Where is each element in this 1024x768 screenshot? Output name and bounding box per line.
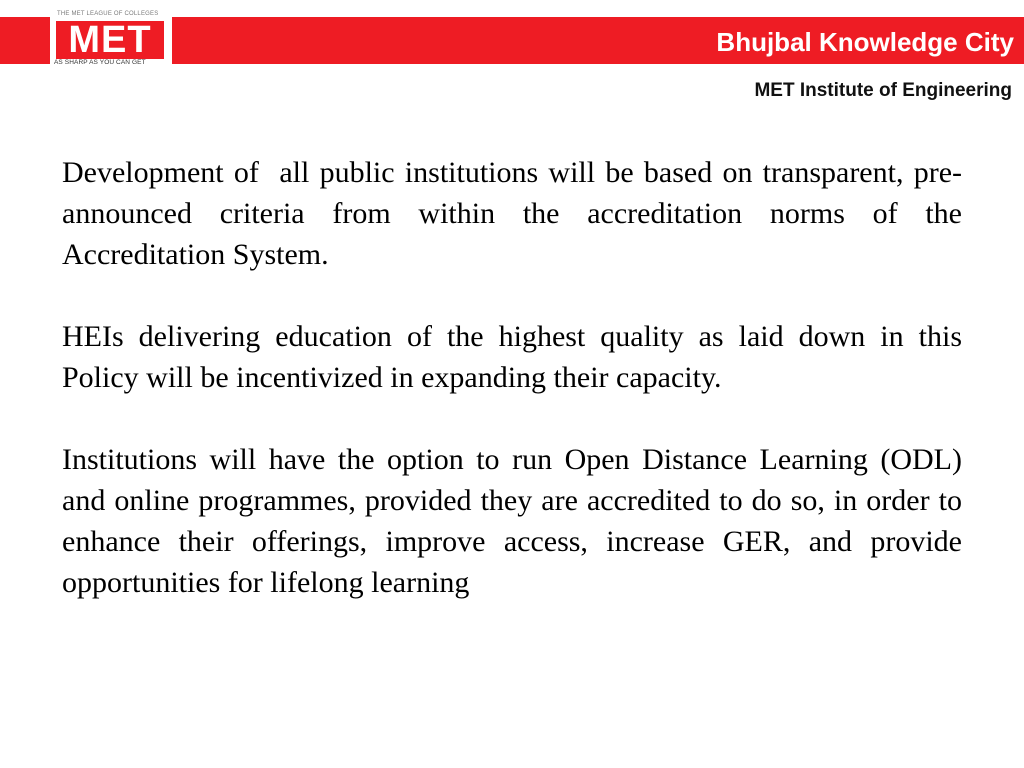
slide-content	[62, 152, 968, 644]
header-title: Bhujbal Knowledge City	[716, 27, 1014, 57]
paragraph-heis: HEIs delivering education of the highest quality as laid down in this Policy will be incentivized in expanding their capacity.	[62, 320, 962, 394]
logo-mark: MET	[56, 21, 164, 59]
header-subtitle: MET Institute of Engineering	[754, 80, 1012, 101]
paragraph-institutions: Institutions will have the option to run Open Distance Learning (ODL) and online programmes, provided they are accredited to do so, in order to enhance their offerings, improve access, increase GER, and provide opportunities for lifelong learning	[62, 443, 962, 599]
logo-tagline: AS SHARP AS YOU CAN GET	[54, 59, 146, 66]
met-logo	[50, 10, 172, 68]
paragraph-development: Development of all public institutions will be based on transparent, pre-announced criteria from within the accreditation norms of the Accreditation System.	[62, 156, 968, 271]
logo-top-text: THE MET LEAGUE OF COLLEGES	[57, 11, 159, 17]
